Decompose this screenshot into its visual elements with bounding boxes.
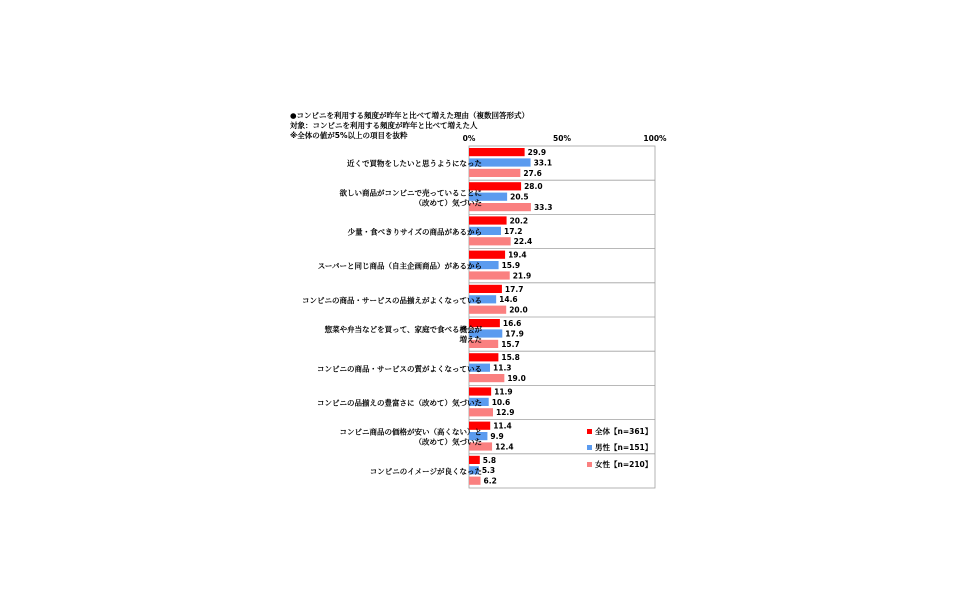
category-label: （改めて）気づいた	[414, 198, 482, 208]
bar	[469, 169, 520, 177]
chart-title: ●コンビニを利用する頻度が昨年と比べて増えた理由（複数回答形式）	[290, 111, 530, 120]
bar	[469, 271, 510, 279]
category-label: スーパーと同じ商品（自主企画商品）があるから	[317, 261, 482, 271]
data-label: 33.1	[533, 158, 553, 168]
data-label: 17.7	[504, 284, 524, 294]
data-label: 19.4	[508, 250, 527, 260]
data-label: 12.9	[495, 408, 515, 418]
data-label: 14.6	[499, 295, 518, 305]
data-label: 9.9	[490, 432, 504, 441]
data-label: 6.2	[483, 476, 497, 486]
legend-label: 男性【n=151】	[595, 443, 653, 452]
bar	[469, 251, 505, 259]
category-label: 惣菜や弁当などを買って、家庭で食べる機会が	[324, 325, 482, 335]
x-tick-label: 0%	[462, 134, 476, 143]
data-label: 20.0	[509, 305, 528, 315]
data-label: 16.6	[502, 319, 522, 328]
category-label: 欲しい商品がコンビニで売っていることに	[339, 188, 482, 198]
data-label: 17.9	[505, 329, 524, 339]
category-label: 近くで買物をしたいと思うようになった	[347, 159, 482, 169]
data-label: 10.6	[491, 397, 511, 407]
category-label: コンビニ商品の価格が安い（高くない）と	[339, 427, 482, 437]
data-label: 15.9	[501, 261, 521, 270]
category-label: コンビニの商品・サービスの質がよくなっている	[317, 364, 482, 374]
x-tick-label: 50%	[553, 134, 571, 143]
category-label: （改めて）気づいた	[414, 437, 482, 447]
bar	[469, 285, 502, 293]
data-label: 27.6	[523, 168, 542, 178]
bar	[469, 477, 481, 485]
category-label: コンビニの商品・サービスの品揃えがよくなっている	[302, 295, 482, 305]
data-label: 20.2	[509, 216, 529, 226]
bar	[469, 148, 525, 156]
data-label: 19.0	[507, 374, 526, 383]
category-label: 少量・食べきりサイズの商品があるから	[347, 227, 482, 237]
data-label: 11.3	[493, 363, 512, 373]
data-label: 12.4	[495, 442, 514, 452]
chart-subtitle-target: 対象：コンビニを利用する頻度が昨年と比べて増えた人	[290, 121, 478, 130]
legend-swatch	[587, 429, 592, 434]
category-label: コンビニのイメージが良くなった	[369, 466, 482, 476]
data-label: 5.8	[482, 455, 497, 465]
bar	[469, 408, 493, 416]
data-label: 11.9	[494, 387, 513, 397]
bar	[469, 216, 507, 224]
data-label: 21.9	[512, 271, 532, 281]
x-tick-label: 100%	[643, 134, 667, 143]
category-label: 増えた	[459, 335, 482, 345]
data-label: 17.2	[503, 226, 523, 236]
data-label: 28.0	[524, 182, 543, 192]
bar	[469, 387, 491, 395]
data-label: 11.4	[493, 421, 512, 431]
bar	[469, 237, 511, 245]
legend-label: 全体【n=361】	[595, 427, 653, 436]
category-label: コンビニの品揃えの豊富さに（改めて）気づいた	[317, 398, 482, 408]
data-label: 22.4	[513, 237, 533, 247]
data-label: 29.9	[527, 148, 547, 157]
chart-note: ※全体の値が5%以上の項目を抜粋	[290, 131, 408, 140]
data-label: 15.8	[501, 353, 520, 363]
legend-swatch	[587, 462, 592, 467]
bar	[469, 374, 504, 382]
legend-label: 女性【n=210】	[595, 460, 653, 469]
data-label: 33.3	[533, 203, 553, 212]
data-label: 5.3	[481, 466, 496, 476]
bar	[469, 456, 480, 464]
bar	[469, 306, 506, 314]
data-label: 15.7	[501, 339, 520, 349]
data-label: 20.5	[510, 192, 529, 202]
legend-swatch	[587, 445, 592, 450]
bar	[469, 353, 498, 361]
